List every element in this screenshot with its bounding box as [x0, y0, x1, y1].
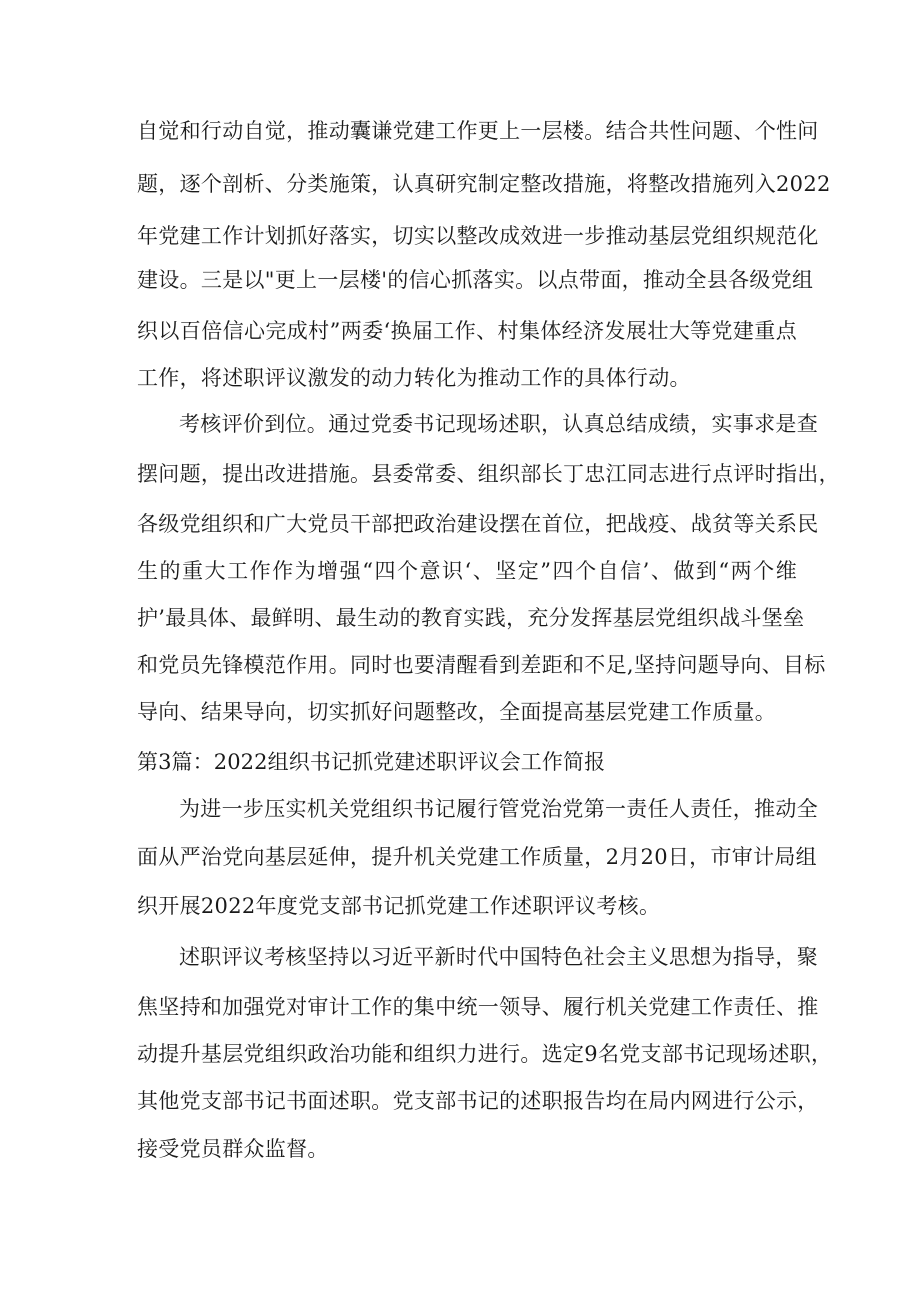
- section-heading: 第3篇：2022组织书记抓党建述职评议会工作简报: [137, 750, 606, 774]
- paragraph-line: 为进一步压实机关党组织书记履行管党治党第一责任人责任，推动全: [179, 797, 818, 821]
- paragraph-line: 织以百倍信心完成村”两委‘换届工作、村集体经济发展壮大等党建重点: [137, 319, 797, 343]
- paragraph-line: 各级党组织和广大党员干部把政治建设摆在首位，把战疫、战贫等关系民: [137, 512, 819, 536]
- paragraph-line: 其他党支部书记书面述职。党支部书记的述职报告均在局内网进行公示，: [137, 1089, 819, 1113]
- paragraph-line: 工作，将述职评议激发的动力转化为推动工作的具体行动。: [137, 366, 691, 390]
- paragraph-line: 述职评议考核坚持以习近平新时代中国特色社会主义思想为指导，聚: [179, 945, 818, 969]
- paragraph-line: 题，逐个剖析、分类施策，认真研究制定整改措施，将整改措施列入2022: [137, 172, 831, 196]
- paragraph-line: 生的重大工作作为增强“四个意识‘、坚定”四个自信’、做到“两个维: [137, 559, 797, 583]
- paragraph-line: 面从严治党向基层延伸，提升机关党建工作质量，2月20日，市审计局组: [137, 845, 817, 869]
- paragraph-line: 接受党员群众监督。: [137, 1137, 329, 1161]
- paragraph-line: 动提升基层党组织政治功能和组织力进行。选定9名党支部书记现场述职，: [137, 1042, 833, 1066]
- paragraph-line: 建设。三是以"更上一层楼'的信心抓落实。以点带面，推动全县各级党组: [137, 268, 814, 292]
- paragraph-line: 考核评价到位。通过党委书记现场述职，认真总结成绩，实事求是查: [179, 412, 818, 436]
- paragraph-line: 护’最具体、最鲜明、最生动的教育实践，充分发挥基层党组织战斗堡垒: [137, 606, 805, 630]
- paragraph-line: 织开展2022年度党支部书记抓党建工作述职评议考核。: [137, 894, 661, 918]
- paragraph-line: 自觉和行动自觉，推动囊谦党建工作更上一层楼。结合共性问题、个性问: [137, 119, 819, 143]
- paragraph-line: 导向、结果导向，切实抓好问题整改，全面提高基层党建工作质量。: [137, 700, 776, 724]
- paragraph-line: 摆问题，提出改进措施。县委常委、组织部长丁忠江同志进行点评时指出，: [137, 462, 840, 486]
- paragraph-line: 和党员先锋模范作用。同时也要清醒看到差距和不足,坚持问题导向、目标: [137, 653, 826, 677]
- paragraph-line: 年党建工作计划抓好落实，切实以整改成效进一步推动基层党组织规范化: [137, 224, 819, 248]
- paragraph-line: 焦坚持和加强党对审计工作的集中统一领导、履行机关党建工作责任、推: [137, 995, 819, 1019]
